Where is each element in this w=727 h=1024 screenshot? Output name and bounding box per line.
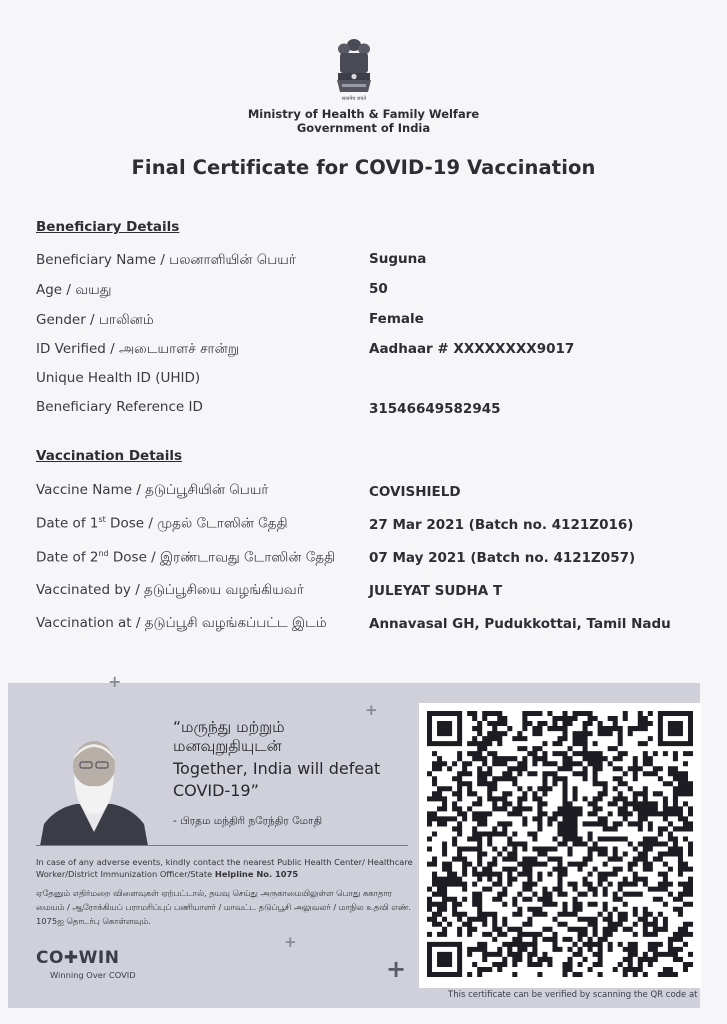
quote-english bbox=[173, 758, 380, 802]
plus-decoration-icon: + bbox=[108, 672, 122, 691]
cowin-tagline: Winning Over COVID bbox=[50, 970, 136, 980]
ministry-name bbox=[0, 107, 727, 135]
adverse-event-notice-text: In case of any adverse events, kindly contact the nearest Public Health Center/ Healthcare Worker/District Immunization Officer/State bbox=[36, 857, 413, 879]
dose2-date-label bbox=[36, 549, 335, 568]
uhid-label: Unique Health ID (UHID) bbox=[36, 370, 201, 386]
vaccinated-by-value: JULEYAT SUDHA T bbox=[369, 583, 503, 599]
national-emblem-icon bbox=[333, 36, 375, 104]
verification-note: This certificate can be verified by scanning the QR code at bbox=[448, 990, 698, 1000]
beneficiary-name-value: Suguna bbox=[369, 251, 427, 267]
quote-tamil-line: மனவுறுதியுடன் bbox=[173, 737, 282, 755]
divider bbox=[36, 845, 408, 846]
dose2-label-rest: Dose / இரண்டாவது டோஸின் தேதி bbox=[108, 549, 336, 566]
dose2-ordinal-suffix: nd bbox=[98, 549, 109, 558]
dose1-ordinal-suffix: st bbox=[98, 515, 106, 524]
dose1-date-label bbox=[36, 515, 288, 534]
plus-decoration-icon: + bbox=[365, 701, 378, 719]
quote-tamil bbox=[173, 718, 285, 756]
emblem-motto: सत्यमेव जयते bbox=[341, 96, 367, 102]
ministry-line: Ministry of Health & Family Welfare bbox=[247, 107, 480, 121]
plus-decoration-icon: + bbox=[284, 933, 297, 951]
qr-code-icon bbox=[427, 711, 693, 979]
qr-code bbox=[419, 703, 701, 988]
vaccine-name-value: COVISHIELD bbox=[369, 484, 461, 500]
adverse-event-notice bbox=[36, 857, 416, 880]
id-verified-value: Aadhaar # XXXXXXXX9017 bbox=[369, 341, 575, 357]
beneficiary-section-heading: Beneficiary Details bbox=[36, 219, 180, 235]
gender-label: Gender / பாலினம் bbox=[36, 312, 154, 328]
dose1-label-part: Date of 1 bbox=[36, 515, 99, 532]
adverse-event-notice-tamil: ஏதேனும் எதிர்மறை விளைவுகள் ஏற்பட்டால், தயவு செய்து அருகாமையிலுள்ள பொது சுகாதார மையம் / ஆரோக்கியப் பராமரிப்புப் பணியாளர் / மாவட்ட தடுப்பூசி அலுவலர் / மாநில உதவி எண். 1075ஐ தொடர்பு கொள்ளவும். bbox=[36, 888, 411, 926]
quote-english-line: COVID-19” bbox=[173, 781, 259, 800]
plus-decoration-icon: + bbox=[386, 955, 407, 983]
portrait-image bbox=[36, 728, 152, 846]
dose2-date-value: 07 May 2021 (Batch no. 4121Z057) bbox=[369, 550, 636, 566]
id-verified-label: ID Verified / அடையாளச் சான்று bbox=[36, 341, 239, 357]
dose1-label-rest: Dose / முதல் டோஸின் தேதி bbox=[105, 515, 288, 532]
vaccination-at-value: Annavasal GH, Pudukkottai, Tamil Nadu bbox=[369, 616, 671, 632]
certificate-title: Final Certificate for COVID-19 Vaccination bbox=[131, 156, 596, 179]
government-line: Government of India bbox=[296, 121, 431, 135]
quote-english-line: Together, India will defeat bbox=[173, 759, 381, 778]
age-value: 50 bbox=[369, 281, 388, 297]
vaccination-at-label: Vaccination at / தடுப்பூசி வழங்கப்பட்ட இடம் bbox=[36, 615, 327, 631]
quote-attribution: - பிரதம மந்திரி நரேந்திர மோதி bbox=[173, 815, 323, 827]
qr-modules bbox=[427, 711, 693, 977]
helpline-number: Helpline No. 1075 bbox=[214, 868, 299, 879]
reference-id-value: 31546649582945 bbox=[369, 401, 501, 417]
dose1-date-value: 27 Mar 2021 (Batch no. 4121Z016) bbox=[369, 517, 634, 533]
age-label: Age / வயது bbox=[36, 282, 112, 298]
cowin-logo: CO✚WIN bbox=[36, 948, 120, 968]
quote-tamil-line: “மருந்து மற்றும் bbox=[173, 718, 285, 736]
gender-value: Female bbox=[369, 311, 424, 327]
vaccination-section-heading: Vaccination Details bbox=[36, 448, 183, 464]
reference-id-label: Beneficiary Reference ID bbox=[36, 399, 203, 415]
beneficiary-name-label: Beneficiary Name / பலனாளியின் பெயர் bbox=[36, 252, 296, 268]
vaccine-name-label: Vaccine Name / தடுப்பூசியின் பெயர் bbox=[36, 482, 269, 498]
vaccinated-by-label: Vaccinated by / தடுப்பூசியை வழங்கியவர் bbox=[36, 582, 304, 598]
dose2-label-part: Date of 2 bbox=[36, 549, 99, 566]
